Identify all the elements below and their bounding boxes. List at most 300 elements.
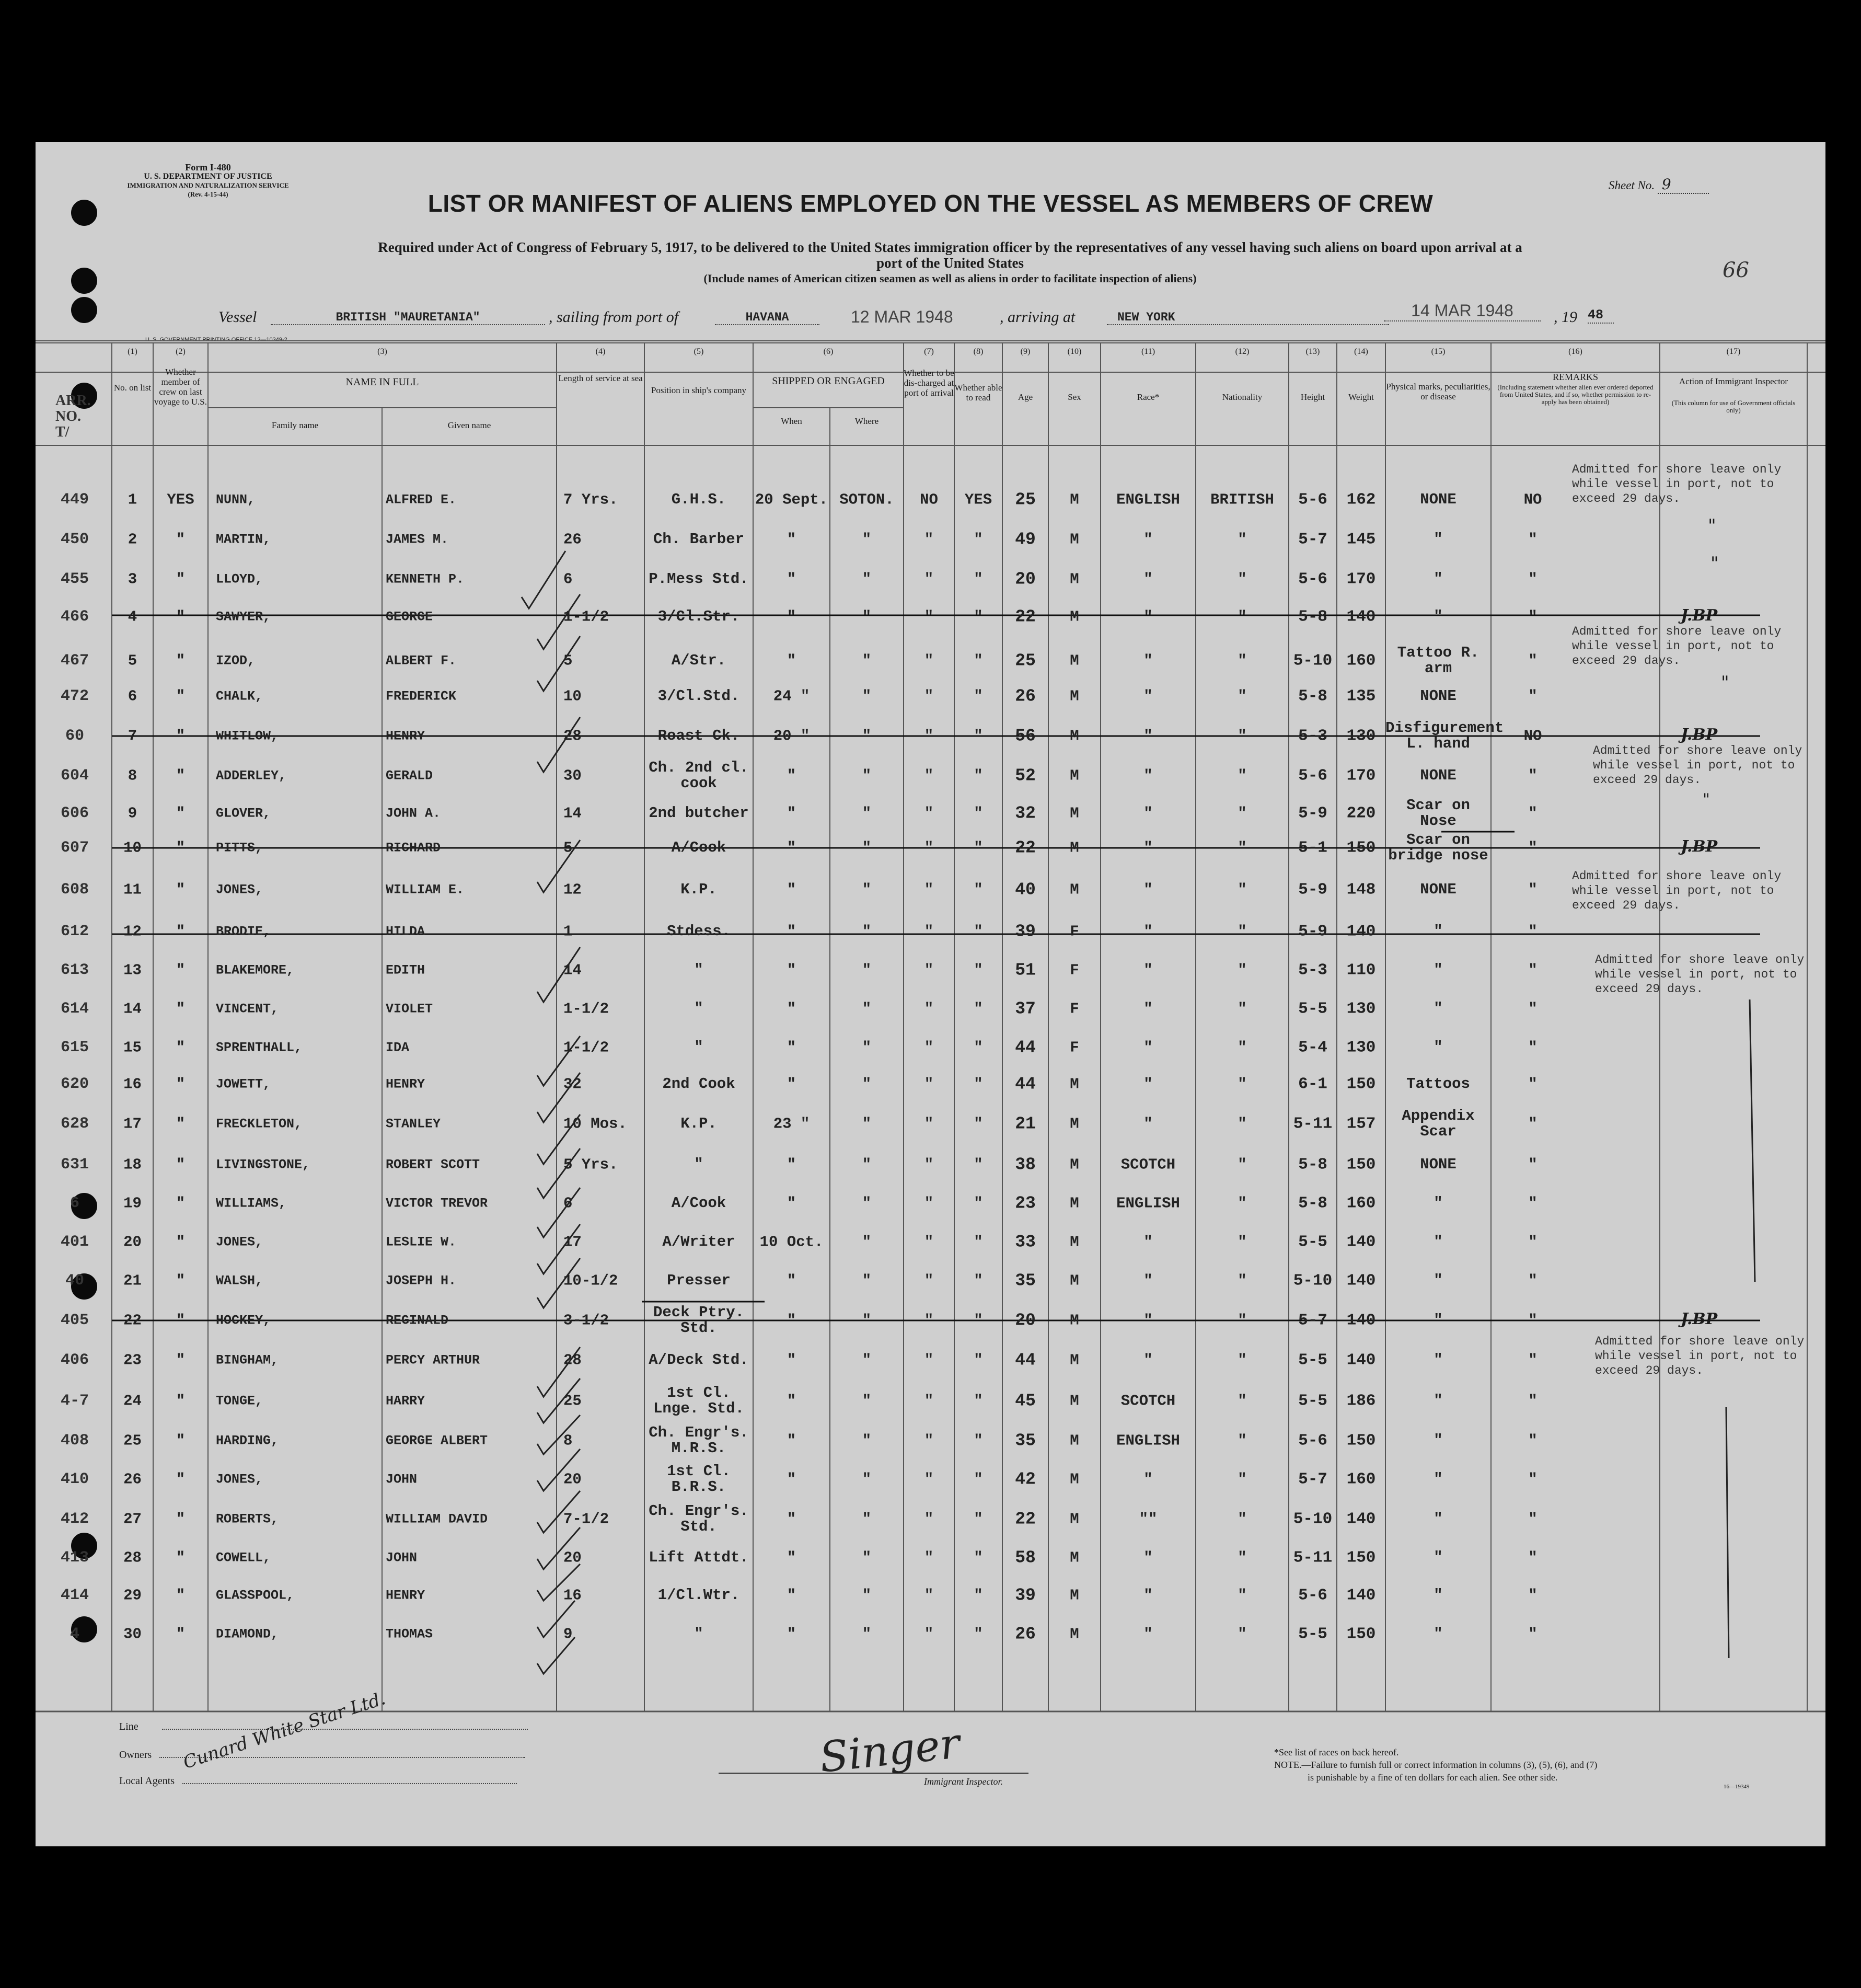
cell-age: 44 bbox=[1015, 1074, 1036, 1094]
cell-position: " bbox=[694, 1625, 703, 1642]
cell-family: JONES, bbox=[216, 1234, 263, 1250]
cell-service: 28 bbox=[563, 727, 582, 745]
cell-phys: " bbox=[1434, 1392, 1443, 1409]
cell-given: JAMES M. bbox=[386, 532, 449, 547]
cell-arr: 631 bbox=[60, 1156, 89, 1174]
cell-height: 5-3 bbox=[1298, 727, 1327, 745]
cell-nat: " bbox=[1238, 608, 1247, 626]
cell-position: A/Cook bbox=[671, 1194, 726, 1212]
cell-race: " bbox=[1143, 608, 1153, 626]
cell-family: GLOVER, bbox=[216, 806, 271, 821]
cell-position: 1st Cl. B.R.S. bbox=[667, 1463, 731, 1496]
inspector-ditto-mark: " bbox=[1703, 790, 1710, 809]
cell-when: 10 Oct. bbox=[759, 1233, 824, 1251]
cell-nat: " bbox=[1238, 1470, 1247, 1488]
col-num: (14) bbox=[1354, 347, 1368, 356]
cell-given: WILLIAM DAVID bbox=[386, 1511, 488, 1527]
cell-race: " bbox=[1143, 1075, 1153, 1093]
cell-race: SCOTCH bbox=[1120, 1392, 1176, 1410]
cell-disch: " bbox=[924, 1392, 934, 1410]
cell-sex: M bbox=[1070, 767, 1079, 785]
cell-weight: 160 bbox=[1346, 1470, 1376, 1489]
cell-read: " bbox=[974, 1392, 983, 1410]
cell-given: HENRY bbox=[386, 1076, 425, 1092]
cell-service: 10 Mos. bbox=[563, 1115, 627, 1133]
cell-given: VICTOR TREVOR bbox=[386, 1196, 488, 1211]
cell-phys: " bbox=[1434, 1272, 1443, 1289]
cell-weight: 150 bbox=[1346, 1431, 1376, 1450]
cell-service: 5 bbox=[563, 839, 573, 857]
cell-when: " bbox=[787, 531, 796, 548]
cell-sex: M bbox=[1070, 1392, 1079, 1410]
cell-family: PITTS, bbox=[216, 840, 263, 856]
cell-remarks: " bbox=[1528, 608, 1538, 626]
cell-family: WHITLOW, bbox=[216, 728, 279, 744]
cell-position: 2nd butcher bbox=[649, 805, 749, 822]
cell-disch: " bbox=[924, 1625, 934, 1643]
cell-height: 5-7 bbox=[1298, 1311, 1327, 1330]
cell-crew: " bbox=[176, 1075, 186, 1093]
cell-sex: M bbox=[1070, 839, 1079, 857]
cell-nat: " bbox=[1238, 1115, 1247, 1133]
cell-nat: " bbox=[1238, 923, 1247, 940]
cell-no: 13 bbox=[123, 961, 142, 979]
cell-position: G.H.S. bbox=[671, 491, 726, 508]
cell-sex: M bbox=[1070, 1312, 1079, 1329]
cell-position: " bbox=[694, 1156, 703, 1173]
cell-position: A/Cook bbox=[671, 839, 726, 856]
cell-age: 35 bbox=[1015, 1431, 1036, 1451]
cell-where: " bbox=[862, 767, 872, 785]
cell-service: 6 bbox=[563, 1194, 573, 1212]
cell-age: 22 bbox=[1015, 1509, 1036, 1529]
cell-nat: " bbox=[1238, 1392, 1247, 1410]
cell-position: " bbox=[694, 1000, 703, 1017]
cell-weight: 160 bbox=[1346, 1194, 1376, 1213]
cell-nat: " bbox=[1238, 1510, 1247, 1528]
cell-no: 21 bbox=[123, 1272, 142, 1290]
cell-crew: " bbox=[176, 1272, 186, 1290]
cell-crew: " bbox=[176, 1194, 186, 1212]
cell-when: " bbox=[787, 1510, 796, 1528]
cell-height: 5-6 bbox=[1298, 766, 1327, 785]
cell-disch: " bbox=[924, 531, 934, 548]
cell-race: ENGLISH bbox=[1116, 1194, 1180, 1212]
cell-race: " bbox=[1143, 767, 1153, 785]
cell-read: " bbox=[974, 1510, 983, 1528]
cell-crew: " bbox=[176, 1351, 186, 1369]
cell-read: YES bbox=[964, 491, 992, 509]
cell-age: 26 bbox=[1015, 1624, 1036, 1644]
cell-nat: " bbox=[1238, 727, 1247, 745]
cell-given: PERCY ARTHUR bbox=[386, 1352, 480, 1368]
cell-crew: " bbox=[176, 805, 186, 822]
cell-given: JOSEPH H. bbox=[386, 1273, 457, 1289]
cell-phys: " bbox=[1434, 1625, 1443, 1642]
cell-crew: " bbox=[176, 961, 186, 979]
cell-family: FRECKLETON, bbox=[216, 1116, 303, 1132]
cell-arr: 40 bbox=[65, 1272, 84, 1290]
header-family-name: Family name bbox=[271, 420, 319, 430]
cell-age: 20 bbox=[1015, 1311, 1036, 1330]
cell-read: " bbox=[974, 961, 983, 979]
cell-height: 5-5 bbox=[1298, 1351, 1327, 1370]
sailing-label: , sailing from port of bbox=[549, 308, 679, 326]
cell-given: GERALD bbox=[386, 768, 433, 784]
cell-no: 18 bbox=[123, 1156, 142, 1174]
cell-disch: " bbox=[924, 1233, 934, 1251]
cell-age: 51 bbox=[1015, 960, 1036, 980]
cell-when: " bbox=[787, 1549, 796, 1567]
inspector-signature: Singer bbox=[817, 1719, 962, 1782]
header-shipped: SHIPPED OR ENGAGED bbox=[772, 375, 885, 387]
cell-disch: " bbox=[924, 767, 934, 785]
cell-height: 5-10 bbox=[1293, 1271, 1333, 1290]
cell-service: 12 bbox=[563, 881, 582, 899]
cell-no: 1 bbox=[128, 491, 137, 509]
cell-sex: M bbox=[1070, 1432, 1079, 1450]
cell-when: " bbox=[787, 1392, 796, 1410]
cell-where: " bbox=[862, 652, 872, 670]
cell-phys: NONE bbox=[1420, 767, 1457, 784]
col-num: (6) bbox=[823, 347, 834, 356]
cell-family: LIVINGSTONE, bbox=[216, 1157, 310, 1173]
cell-service: 32 bbox=[563, 1075, 582, 1093]
cell-phys: " bbox=[1434, 570, 1443, 588]
cell-race: " bbox=[1143, 1233, 1153, 1251]
cell-when: " bbox=[787, 652, 796, 670]
cell-no: 10 bbox=[123, 839, 142, 857]
cell-age: 22 bbox=[1015, 607, 1036, 627]
cell-nat: " bbox=[1238, 767, 1247, 785]
header-length-service: Length of service at sea bbox=[558, 373, 643, 383]
cell-given: JOHN bbox=[386, 1472, 418, 1487]
cell-height: 5-5 bbox=[1298, 1233, 1327, 1251]
cell-when: " bbox=[787, 1039, 796, 1056]
cell-family: ADDERLEY, bbox=[216, 768, 287, 784]
cell-disch: " bbox=[924, 570, 934, 588]
cell-sex: M bbox=[1070, 1549, 1079, 1567]
cell-family: CHALK, bbox=[216, 688, 263, 704]
cell-weight: 130 bbox=[1346, 1038, 1376, 1057]
cell-when: " bbox=[787, 1312, 796, 1329]
cell-crew: " bbox=[176, 767, 186, 785]
cell-when: " bbox=[787, 1587, 796, 1604]
cell-phys: Tattoo R. arm bbox=[1397, 644, 1479, 677]
cell-remarks: " bbox=[1528, 961, 1538, 979]
cell-where: " bbox=[862, 1392, 872, 1410]
cell-arr: 414 bbox=[60, 1587, 89, 1604]
cell-remarks: " bbox=[1528, 1233, 1538, 1251]
cell-race: " bbox=[1143, 1549, 1153, 1567]
cell-service: 16 bbox=[563, 1587, 582, 1604]
cell-sex: F bbox=[1070, 1000, 1079, 1018]
cell-no: 6 bbox=[128, 687, 137, 705]
cell-nat: " bbox=[1238, 1156, 1247, 1174]
inspector-label: Immigrant Inspector. bbox=[924, 1776, 1003, 1787]
cell-remarks: " bbox=[1528, 1392, 1538, 1410]
cell-disch: " bbox=[924, 961, 934, 979]
header-where: Where bbox=[854, 416, 879, 426]
cell-race: " bbox=[1143, 1625, 1153, 1643]
col-num: (16) bbox=[1568, 347, 1582, 356]
cell-when: " bbox=[787, 1272, 796, 1290]
port-name: HAVANA bbox=[715, 311, 819, 325]
cell-remarks: " bbox=[1528, 1039, 1538, 1056]
fine-note: NOTE.—Failure to furnish full or correct information in columns (3), (5), (6), and (7) bbox=[1274, 1760, 1598, 1770]
cell-disch: " bbox=[924, 1470, 934, 1488]
cell-height: 5-7 bbox=[1298, 1470, 1327, 1489]
header-weight: Weight bbox=[1348, 392, 1374, 402]
cell-position: Ch. Engr's. Std. bbox=[649, 1502, 749, 1535]
cell-nat: " bbox=[1238, 1039, 1247, 1056]
cell-no: 15 bbox=[123, 1039, 142, 1056]
remark-shore-leave: Admitted for shore leave only while vessel in port, not to exceed 29 days. bbox=[1593, 744, 1802, 787]
cell-nat: " bbox=[1238, 652, 1247, 670]
cell-service: 8 bbox=[563, 1432, 573, 1450]
header-race: Race* bbox=[1137, 392, 1160, 402]
cell-crew: " bbox=[176, 570, 186, 588]
cell-height: 5-4 bbox=[1298, 1038, 1327, 1057]
cell-remarks: " bbox=[1528, 839, 1538, 857]
cell-remarks: " bbox=[1528, 1470, 1538, 1488]
cell-given: GEORGE bbox=[386, 609, 433, 625]
cell-sex: M bbox=[1070, 727, 1079, 745]
cell-nat: " bbox=[1238, 1549, 1247, 1567]
cell-remarks: " bbox=[1528, 652, 1538, 670]
cell-position: " bbox=[694, 1039, 703, 1056]
cell-crew: " bbox=[176, 1549, 186, 1567]
cell-height: 5-10 bbox=[1293, 651, 1333, 670]
cell-given: KENNETH P. bbox=[386, 571, 465, 587]
cell-when: " bbox=[787, 1432, 796, 1450]
cell-phys: " bbox=[1434, 1549, 1443, 1566]
form-code: 16—19349 bbox=[1724, 1784, 1750, 1790]
arrival-date-stamp: 14 MAR 1948 bbox=[1384, 301, 1541, 321]
cell-weight: 110 bbox=[1346, 961, 1376, 980]
cell-given: STANLEY bbox=[386, 1116, 441, 1132]
cell-where: " bbox=[862, 1625, 872, 1643]
cell-height: 5-11 bbox=[1293, 1548, 1333, 1567]
cell-phys: " bbox=[1434, 1233, 1443, 1250]
cell-weight: 150 bbox=[1346, 1625, 1376, 1644]
year: 48 bbox=[1588, 307, 1614, 324]
cell-read: " bbox=[974, 1156, 983, 1174]
cell-service: 10 bbox=[563, 687, 582, 705]
cell-when: " bbox=[787, 1625, 796, 1643]
cell-disch: " bbox=[924, 839, 934, 857]
sail-date-stamp: 12 MAR 1948 bbox=[851, 307, 953, 326]
cell-when: " bbox=[787, 570, 796, 588]
sheet-label: Sheet No. bbox=[1609, 179, 1655, 192]
col-num: (11) bbox=[1141, 347, 1155, 356]
cell-no: 29 bbox=[123, 1587, 142, 1604]
cell-position: P.Mess Std. bbox=[649, 570, 749, 588]
cell-height: 5-1 bbox=[1298, 838, 1327, 857]
cell-phys: " bbox=[1434, 1432, 1443, 1449]
cell-given: ALBERT F. bbox=[386, 653, 457, 669]
cell-when: " bbox=[787, 1351, 796, 1369]
cell-weight: 160 bbox=[1346, 651, 1376, 670]
cell-sex: F bbox=[1070, 1039, 1079, 1056]
cell-age: 39 bbox=[1015, 1585, 1036, 1605]
cell-race: " bbox=[1143, 1587, 1153, 1604]
cell-service: 1-1/2 bbox=[563, 1000, 609, 1018]
cell-weight: 140 bbox=[1346, 1351, 1376, 1370]
cell-service: 9 bbox=[563, 1625, 573, 1643]
cell-race: " bbox=[1143, 1470, 1153, 1488]
cell-remarks: " bbox=[1528, 1587, 1538, 1604]
cell-weight: 130 bbox=[1346, 727, 1376, 745]
cell-race: " bbox=[1143, 1115, 1153, 1133]
header-remarks: REMARKS bbox=[1552, 372, 1599, 382]
cell-when: 24 " bbox=[773, 687, 810, 705]
cell-disch: " bbox=[924, 1075, 934, 1093]
cell-arr: 608 bbox=[60, 881, 89, 899]
cell-remarks: " bbox=[1528, 1075, 1538, 1093]
cell-sex: M bbox=[1070, 1194, 1079, 1212]
cell-no: 4 bbox=[128, 608, 137, 626]
cell-weight: 170 bbox=[1346, 766, 1376, 785]
cell-remarks: " bbox=[1528, 531, 1538, 548]
cell-crew: " bbox=[176, 881, 186, 899]
cell-weight: 140 bbox=[1346, 1233, 1376, 1251]
cell-arr: 60 bbox=[65, 727, 84, 745]
cell-sex: M bbox=[1070, 1233, 1079, 1251]
cell-disch: " bbox=[924, 1587, 934, 1604]
cell-service: 1-1/2 bbox=[563, 608, 609, 626]
cell-no: 9 bbox=[128, 805, 137, 822]
cell-height: 5-9 bbox=[1298, 880, 1327, 899]
cell-crew: " bbox=[176, 1039, 186, 1056]
cell-height: 5-7 bbox=[1298, 530, 1327, 549]
cell-no: 22 bbox=[123, 1312, 142, 1329]
header-sex: Sex bbox=[1068, 392, 1081, 402]
cell-remarks: " bbox=[1528, 1432, 1538, 1450]
cell-given: THOMAS bbox=[386, 1626, 433, 1642]
cell-given: HENRY bbox=[386, 1588, 425, 1603]
cell-position: Ch. Barber bbox=[653, 531, 745, 548]
cell-age: 49 bbox=[1015, 530, 1036, 549]
cell-remarks: " bbox=[1528, 1510, 1538, 1528]
header-action: Action of Immigrant Inspector bbox=[1679, 376, 1788, 386]
cell-weight: 145 bbox=[1346, 530, 1376, 549]
cell-race: " bbox=[1143, 805, 1153, 822]
cell-nat: " bbox=[1238, 1233, 1247, 1251]
cell-service: 20 bbox=[563, 1470, 582, 1488]
inspector-initials: J.BP bbox=[1681, 606, 1718, 625]
inspector-ditto-mark: " bbox=[1710, 553, 1719, 574]
cell-no: 16 bbox=[123, 1075, 142, 1093]
cell-weight: 140 bbox=[1346, 1586, 1376, 1605]
cell-no: 24 bbox=[123, 1392, 142, 1410]
cell-remarks: " bbox=[1528, 570, 1538, 588]
cell-service: 26 bbox=[563, 531, 582, 548]
cell-race: " bbox=[1143, 923, 1153, 940]
cell-height: 5-6 bbox=[1298, 1586, 1327, 1605]
cell-crew: " bbox=[176, 687, 186, 705]
cell-when: " bbox=[787, 881, 796, 899]
cell-phys: NONE bbox=[1420, 1156, 1457, 1173]
cell-arr: 604 bbox=[60, 767, 89, 785]
cell-phys: " bbox=[1434, 1510, 1443, 1527]
cell-race: " bbox=[1143, 531, 1153, 548]
cell-where: " bbox=[862, 1233, 872, 1251]
cell-weight: 150 bbox=[1346, 1548, 1376, 1567]
cell-crew: " bbox=[176, 1392, 186, 1410]
cell-nat: " bbox=[1238, 805, 1247, 822]
cell-phys: NONE bbox=[1420, 687, 1457, 705]
cell-arr: 412 bbox=[60, 1510, 89, 1528]
cell-remarks: " bbox=[1528, 805, 1538, 822]
cell-crew: " bbox=[176, 652, 186, 670]
cell-read: " bbox=[974, 608, 983, 626]
cell-crew: " bbox=[176, 1156, 186, 1174]
owners-label: Owners bbox=[119, 1749, 152, 1761]
header-nationality: Nationality bbox=[1222, 392, 1263, 402]
cell-nat: " bbox=[1238, 1000, 1247, 1018]
cell-given: RICHARD bbox=[386, 840, 441, 856]
cell-crew: " bbox=[176, 1510, 186, 1528]
cell-when: " bbox=[787, 608, 796, 626]
cell-age: 23 bbox=[1015, 1193, 1036, 1213]
cell-position: Presser bbox=[667, 1272, 731, 1289]
cell-weight: 186 bbox=[1346, 1392, 1376, 1410]
vessel-name: BRITISH "MAURETANIA" bbox=[271, 311, 545, 325]
remark-shore-leave: Admitted for shore leave only while vessel in port, not to exceed 29 days. bbox=[1595, 1335, 1805, 1377]
cell-crew: " bbox=[176, 1625, 186, 1643]
remark-shore-leave: Admitted for shore leave only while vessel in port, not to exceed 29 days. bbox=[1572, 869, 1782, 912]
cell-family: IZOD, bbox=[216, 653, 256, 669]
cell-weight: 150 bbox=[1346, 838, 1376, 857]
cell-nat: " bbox=[1238, 961, 1247, 979]
cell-sex: M bbox=[1070, 1156, 1079, 1174]
cell-age: 56 bbox=[1015, 726, 1036, 746]
cell-where: " bbox=[862, 1587, 872, 1604]
header-able-read: Whether able to read bbox=[954, 383, 1002, 403]
cell-phys: " bbox=[1434, 1470, 1443, 1488]
cell-position: " bbox=[694, 961, 703, 979]
cell-phys: " bbox=[1434, 1312, 1443, 1329]
form-number: Form I-480 bbox=[185, 162, 231, 173]
cell-nat: " bbox=[1238, 1625, 1247, 1643]
cell-sex: M bbox=[1070, 1115, 1079, 1133]
cell-remarks: " bbox=[1528, 1272, 1538, 1290]
cell-nat: " bbox=[1238, 1587, 1247, 1604]
cell-weight: 140 bbox=[1346, 922, 1376, 941]
cell-race: ENGLISH bbox=[1116, 1432, 1180, 1450]
header-remarks-note: (Including statement whether alien ever ordered deported from United States, and if so, whether permission to re-apply has been obtained) bbox=[1497, 383, 1654, 406]
cell-given: IDA bbox=[386, 1040, 410, 1055]
cell-where: " bbox=[862, 839, 872, 857]
cell-arr: 413 bbox=[60, 1549, 89, 1567]
cell-arr: 613 bbox=[60, 961, 89, 979]
cell-when: " bbox=[787, 1470, 796, 1488]
cell-nat: " bbox=[1238, 1432, 1247, 1450]
cell-arr: 606 bbox=[60, 805, 89, 822]
cell-arr: 467 bbox=[60, 652, 89, 670]
cell-read: " bbox=[974, 767, 983, 785]
cell-arr: 607 bbox=[60, 839, 89, 857]
header-discharged: Whether to be dis-charged at port of arrival bbox=[904, 368, 954, 398]
cell-age: 52 bbox=[1015, 766, 1036, 786]
cell-arr: 614 bbox=[60, 1000, 89, 1018]
subtitle-line-2: port of the United States bbox=[876, 255, 1024, 271]
col-num: (17) bbox=[1726, 347, 1741, 356]
cell-service: 5 Yrs. bbox=[563, 1156, 618, 1174]
cell-position: Stdess. bbox=[667, 923, 731, 940]
cell-service: 5 bbox=[563, 652, 573, 670]
